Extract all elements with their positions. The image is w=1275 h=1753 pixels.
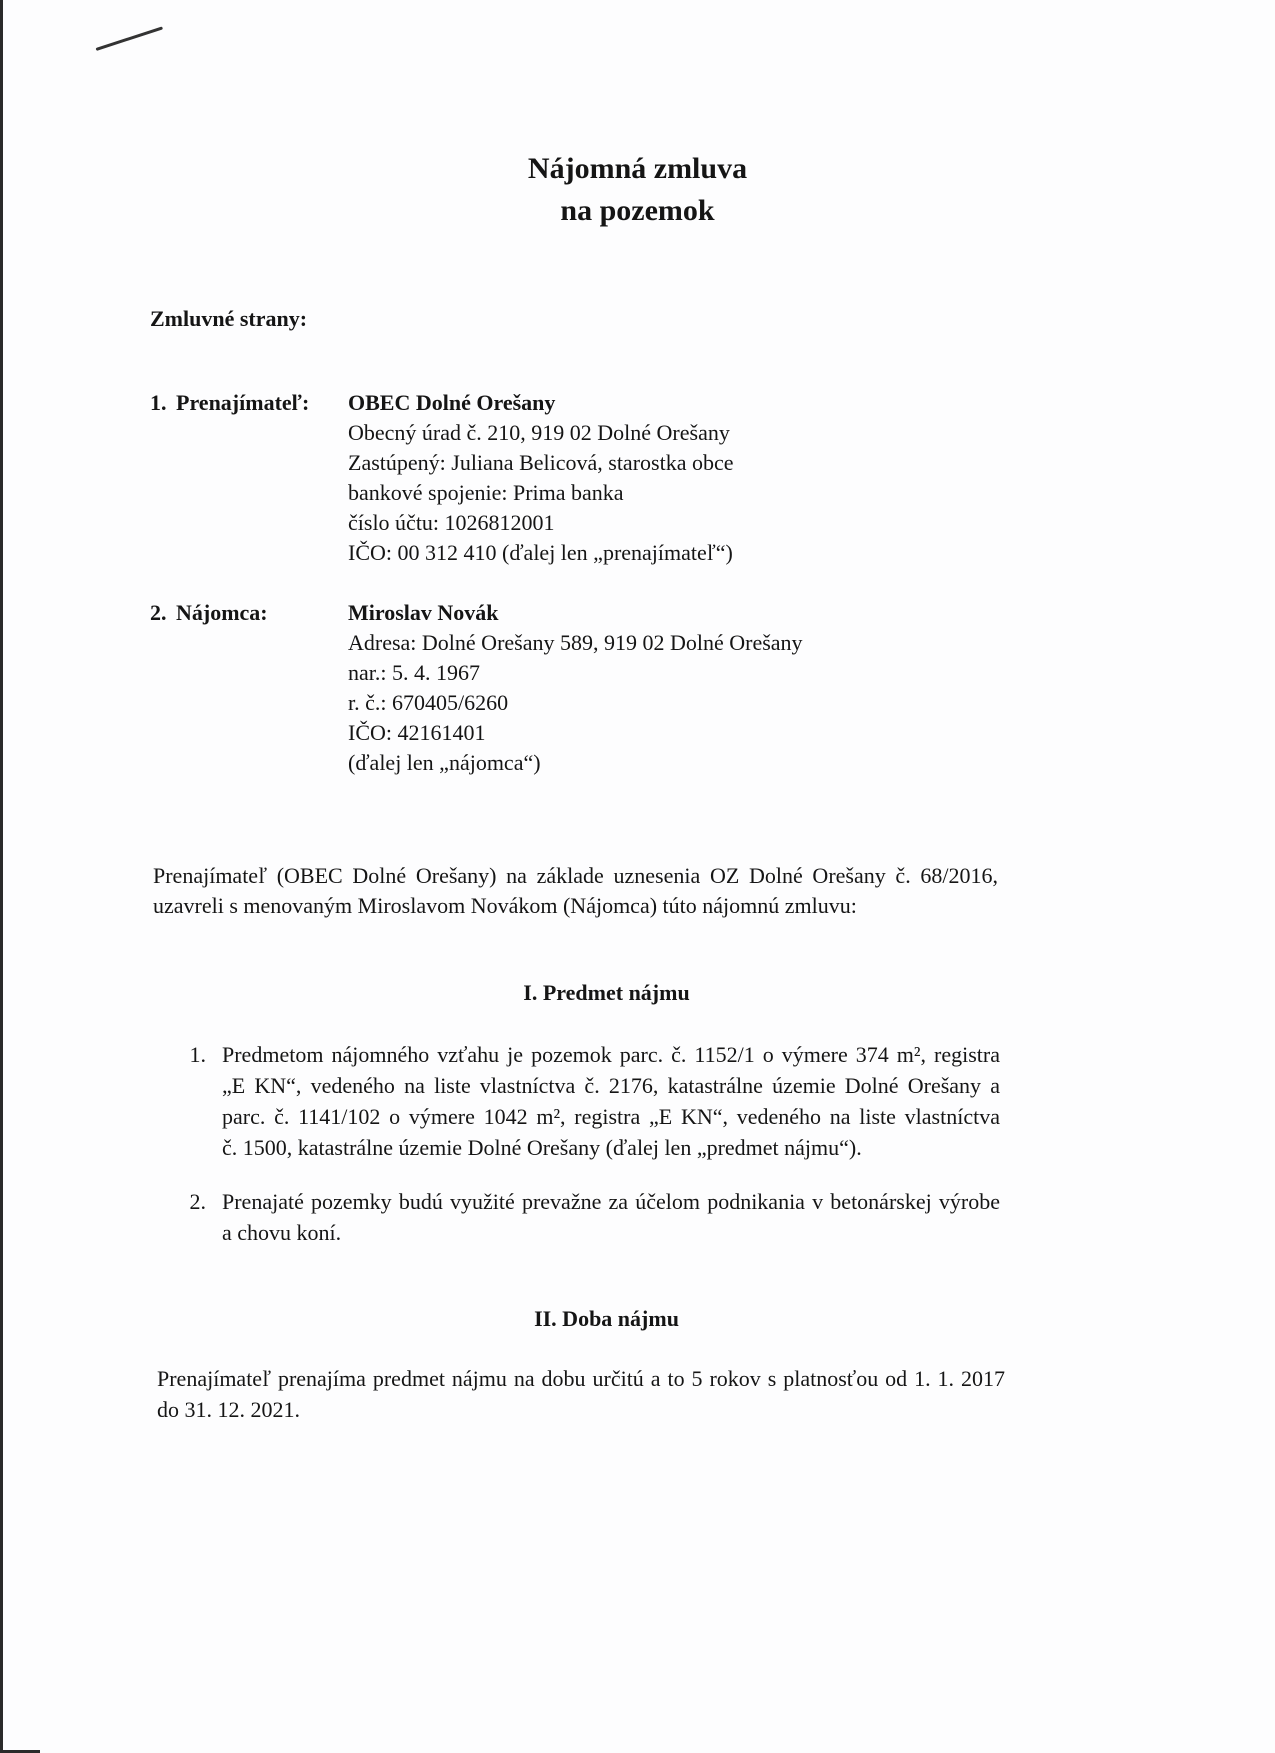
section2-heading: II. Doba nájmu — [534, 1306, 679, 1331]
party1-line: číslo účtu: 1026812001 — [348, 510, 555, 535]
intro-line: Prenajímateľ (OBEC Dolné Orešany) na základe uznesenia OZ Dolné Orešany č. 68/2016, — [153, 863, 998, 888]
section2-line: Prenajímateľ prenajíma predmet nájmu na dobu určitú a to 5 rokov s platnosťou od 1. 1. 2017 — [157, 1366, 1005, 1391]
section1-item1-line: „E KN“, vedeného na liste vlastníctva č. 2176, katastrálne územie Dolné Orešany a — [222, 1073, 1000, 1098]
document-title-line1: Nájomná zmluva — [527, 152, 748, 185]
pen-mark — [96, 26, 164, 50]
intro-line: uzavreli s menovaným Miroslavom Novákom (Nájomca) túto nájomnú zmluvu: — [153, 893, 857, 918]
party2-number: 2. — [150, 600, 167, 625]
section1-item1-line: parc. č. 1141/102 o výmere 1042 m², registra „E KN“, vedeného na liste vlastníctva — [222, 1104, 1000, 1129]
party2-line: nar.: 5. 4. 1967 — [348, 660, 480, 685]
party2-role: Nájomca: — [176, 600, 268, 625]
party2-line: r. č.: 670405/6260 — [348, 690, 509, 715]
parties-heading: Zmluvné strany: — [150, 306, 308, 331]
section1-heading: I. Predmet nájmu — [523, 980, 690, 1005]
section2-line: do 31. 12. 2021. — [157, 1397, 300, 1422]
party2-line: Adresa: Dolné Orešany 589, 919 02 Dolné Orešany — [348, 630, 803, 655]
party1-line: Obecný úrad č. 210, 919 02 Dolné Orešany — [348, 420, 730, 445]
scan-edge-left — [0, 0, 3, 1753]
section1-item2-line: Prenajaté pozemky budú využité prevažne za účelom podnikania v betonárskej výrobe — [222, 1189, 1000, 1214]
section1-item-number: 1. — [189, 1042, 206, 1067]
party1-number: 1. — [150, 390, 167, 415]
party1-line: bankové spojenie: Prima banka — [348, 480, 624, 505]
party1-role: Prenajímateľ: — [176, 390, 310, 415]
party1-name: OBEC Dolné Orešany — [348, 390, 556, 415]
party1-line: Zastúpený: Juliana Belicová, starostka obce — [348, 450, 734, 475]
party2-name: Miroslav Novák — [348, 600, 499, 625]
party2-line: (ďalej len „nájomca“) — [348, 750, 541, 775]
document-title-line2: na pozemok — [560, 194, 715, 227]
section1-item-number: 2. — [189, 1189, 206, 1214]
section1-item1-line: Predmetom nájomného vzťahu je pozemok parc. č. 1152/1 o výmere 374 m², registra — [222, 1042, 1000, 1067]
party2-line: IČO: 42161401 — [348, 720, 486, 745]
section1-item2-line: a chovu koní. — [222, 1220, 342, 1245]
section1-item1-line: č. 1500, katastrálne územie Dolné Orešany (ďalej len „predmet nájmu“). — [222, 1135, 862, 1160]
party1-line: IČO: 00 312 410 (ďalej len „prenajímateľ“) — [348, 540, 733, 565]
